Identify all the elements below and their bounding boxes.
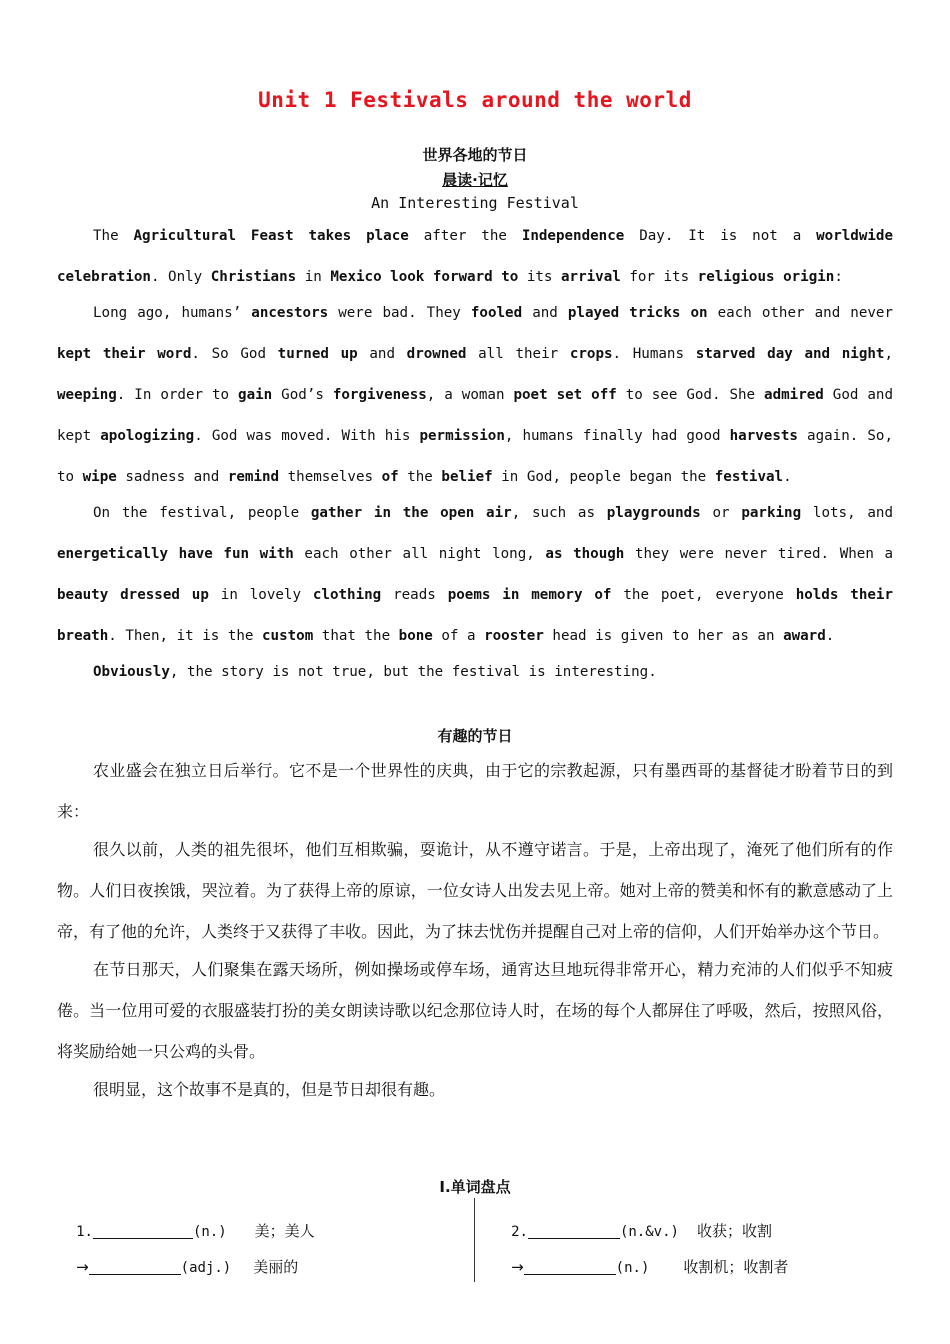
chinese-title: 世界各地的节日 bbox=[422, 146, 528, 164]
part-of-speech: (n.) bbox=[615, 1260, 650, 1276]
key-phrase: clothing bbox=[312, 587, 382, 603]
passage-text: , bbox=[884, 346, 894, 362]
passage-text: , humans finally had good bbox=[504, 428, 730, 444]
passage-text: . In order to bbox=[116, 387, 239, 403]
passage-text: each other all night long, bbox=[293, 546, 546, 562]
passage-text: and bbox=[522, 305, 568, 321]
passage-text: lots, and bbox=[801, 505, 893, 521]
meaning: 美；美人 bbox=[254, 1222, 315, 1240]
vocab-item-1-derivative bbox=[57, 1238, 298, 1295]
passage-text: Day. It is not a bbox=[624, 228, 817, 244]
key-phrase: energetically have fun with bbox=[57, 546, 294, 562]
passage-text: . So God bbox=[191, 346, 278, 362]
key-phrase: gain bbox=[238, 387, 273, 403]
passage-text: for its bbox=[620, 269, 698, 285]
passage-text bbox=[382, 269, 391, 285]
part-of-speech: (n.&v.) bbox=[619, 1224, 679, 1240]
key-phrase: played tricks on bbox=[567, 305, 708, 321]
chinese-paragraph: 很久以前，人类的祖先很坏，他们互相欺骗，耍诡计，从不遵守诺言。于是，上帝出现了，淹死了他们所有的作物。人们日夜挨饿，哭泣着。为了获得上帝的原谅，一位女诗人出发去见上帝。她对上帝的赞美和怀有的歉意感动了上帝，有了他的允许，人类终于又获得了丰收。因此，为了抹去忧伤并提醒自己对上帝的信仰，人们开始举办这个节日。 bbox=[57, 840, 893, 941]
meaning: 收割机；收割者 bbox=[683, 1258, 789, 1276]
key-phrase: festival bbox=[714, 469, 784, 485]
key-phrase: remind bbox=[227, 469, 280, 485]
key-phrase: parking bbox=[741, 505, 802, 521]
passage-text bbox=[294, 228, 309, 244]
english-paragraph bbox=[57, 216, 893, 298]
arrow-icon: → bbox=[511, 1258, 524, 1276]
key-phrase: wipe bbox=[82, 469, 117, 485]
answer-blank[interactable] bbox=[93, 1222, 193, 1239]
key-phrase: fooled bbox=[470, 305, 523, 321]
passage-text: . bbox=[783, 469, 792, 485]
key-phrase: look forward to bbox=[390, 269, 519, 285]
answer-blank[interactable] bbox=[89, 1258, 181, 1275]
key-phrase: religious origin bbox=[697, 269, 835, 285]
english-paragraph bbox=[57, 293, 893, 498]
passage-text: , the story is not true, but the festival is interesting. bbox=[169, 664, 657, 680]
item-number: 1. bbox=[76, 1224, 93, 1240]
key-phrase: worldwide bbox=[816, 228, 893, 244]
passage-text: On the festival, people bbox=[93, 505, 311, 521]
key-phrase: Christians bbox=[210, 269, 297, 285]
passage-text: or bbox=[700, 505, 742, 521]
passage-text: to see God. She bbox=[616, 387, 765, 403]
passage-text: Long ago, humans’ bbox=[93, 305, 252, 321]
key-phrase: admired bbox=[764, 387, 824, 403]
key-phrase: holds their breath bbox=[57, 587, 893, 644]
passage-text: the poet, everyone bbox=[611, 587, 796, 603]
passage-text: The bbox=[93, 228, 134, 244]
passage-text: sadness and bbox=[116, 469, 228, 485]
key-phrase: turned up bbox=[277, 346, 358, 362]
passage-text: in lovely bbox=[208, 587, 313, 603]
answer-blank[interactable] bbox=[528, 1222, 620, 1239]
section-label: 晨读·记忆 bbox=[442, 171, 508, 189]
english-passage bbox=[57, 216, 893, 693]
key-phrase: poet set off bbox=[513, 387, 617, 403]
key-phrase: ancestors bbox=[251, 305, 329, 321]
key-phrase: Mexico bbox=[330, 269, 382, 285]
key-phrase: harvests bbox=[729, 428, 798, 444]
passage-text: of a bbox=[432, 628, 485, 644]
key-phrase: celebration bbox=[57, 269, 151, 285]
passage-text: its bbox=[518, 269, 561, 285]
chinese-paragraph: 很明显，这个故事不是真的，但是节日却很有趣。 bbox=[93, 1080, 446, 1099]
passage-text: . God was moved. With his bbox=[194, 428, 420, 444]
english-paragraph bbox=[57, 493, 893, 657]
key-phrase: poems in memory of bbox=[447, 587, 612, 603]
key-phrase: as though bbox=[545, 546, 625, 562]
key-phrase: starved day and night bbox=[695, 346, 885, 362]
key-phrase: bone bbox=[398, 628, 433, 644]
key-phrase: arrival bbox=[561, 269, 621, 285]
passage-text: God’s bbox=[272, 387, 333, 403]
passage-text: in bbox=[296, 269, 331, 285]
key-phrase: rooster bbox=[484, 628, 544, 644]
passage-title: An Interesting Festival bbox=[371, 194, 579, 212]
passage-text: , such as bbox=[511, 505, 607, 521]
passage-text: the bbox=[398, 469, 442, 485]
passage-text: were bad. They bbox=[328, 305, 471, 321]
arrow-icon: → bbox=[76, 1258, 89, 1276]
key-phrase: playgrounds bbox=[606, 505, 701, 521]
passage-text: . Only bbox=[150, 269, 211, 285]
key-phrase: takes place bbox=[308, 228, 409, 244]
key-phrase: award bbox=[783, 628, 826, 644]
unit-title: Unit 1 Festivals around the world bbox=[258, 88, 692, 112]
vocab-heading: Ⅰ.单词盘点 bbox=[439, 1178, 511, 1196]
passage-text: God and kept bbox=[57, 387, 893, 444]
answer-blank[interactable] bbox=[524, 1258, 616, 1275]
key-phrase: permission bbox=[419, 428, 505, 444]
passage-text: : bbox=[834, 269, 843, 285]
key-phrase: forgiveness bbox=[332, 387, 427, 403]
key-phrase: Obviously bbox=[93, 664, 170, 680]
key-phrase: custom bbox=[262, 628, 314, 644]
key-phrase: apologizing bbox=[100, 428, 195, 444]
passage-text: each other and never bbox=[707, 305, 894, 321]
key-phrase: crops bbox=[569, 346, 613, 362]
chinese-passage bbox=[57, 750, 893, 1110]
key-phrase: of bbox=[381, 469, 399, 485]
key-phrase: weeping bbox=[57, 387, 117, 403]
key-phrase: Agricultural Feast bbox=[133, 228, 294, 244]
passage-text: that the bbox=[313, 628, 399, 644]
key-phrase: drowned bbox=[406, 346, 467, 362]
column-divider bbox=[474, 1198, 475, 1282]
passage-text: after the bbox=[408, 228, 522, 244]
key-phrase: beauty dressed up bbox=[57, 587, 209, 603]
key-phrase: gather in the open air bbox=[310, 505, 512, 521]
passage-text: . Then, it is the bbox=[108, 628, 262, 644]
passage-text: themselves bbox=[279, 469, 382, 485]
passage-text: again. So, to bbox=[57, 428, 893, 485]
passage-text: , a woman bbox=[426, 387, 514, 403]
chinese-passage-title: 有趣的节日 bbox=[437, 727, 513, 745]
passage-text: in God, people began the bbox=[492, 469, 715, 485]
passage-text: reads bbox=[381, 587, 448, 603]
meaning: 收获；收割 bbox=[696, 1222, 772, 1240]
passage-text: . Humans bbox=[612, 346, 696, 362]
key-phrase: Independence bbox=[521, 228, 625, 244]
part-of-speech: (adj.) bbox=[180, 1260, 232, 1276]
passage-text: they were never tired. When a bbox=[624, 546, 894, 562]
chinese-paragraph: 农业盛会在独立日后举行。它不是一个世界性的庆典，由于它的宗教起源，只有墨西哥的基督徒才盼着节日的到来： bbox=[57, 761, 893, 821]
vocab-item-2-derivative bbox=[492, 1238, 788, 1295]
key-phrase: belief bbox=[441, 469, 493, 485]
passage-text: and bbox=[357, 346, 407, 362]
passage-text: all their bbox=[466, 346, 570, 362]
english-paragraph bbox=[57, 652, 893, 693]
meaning: 美丽的 bbox=[253, 1258, 299, 1276]
item-number: 2. bbox=[511, 1224, 528, 1240]
part-of-speech: (n.) bbox=[192, 1224, 227, 1240]
passage-text: . bbox=[825, 628, 835, 644]
passage-text: head is given to her as an bbox=[543, 628, 784, 644]
key-phrase: kept their word bbox=[57, 346, 192, 362]
chinese-paragraph: 在节日那天，人们聚集在露天场所，例如操场或停车场，通宵达旦地玩得非常开心，精力充沛的人们似乎不知疲倦。当一位用可爱的衣服盛装打扮的美女朗读诗歌以纪念那位诗人时，在场的每个人都屏住了呼吸，然后，按照风俗，将奖励给她一只公鸡的头骨。 bbox=[57, 960, 893, 1061]
